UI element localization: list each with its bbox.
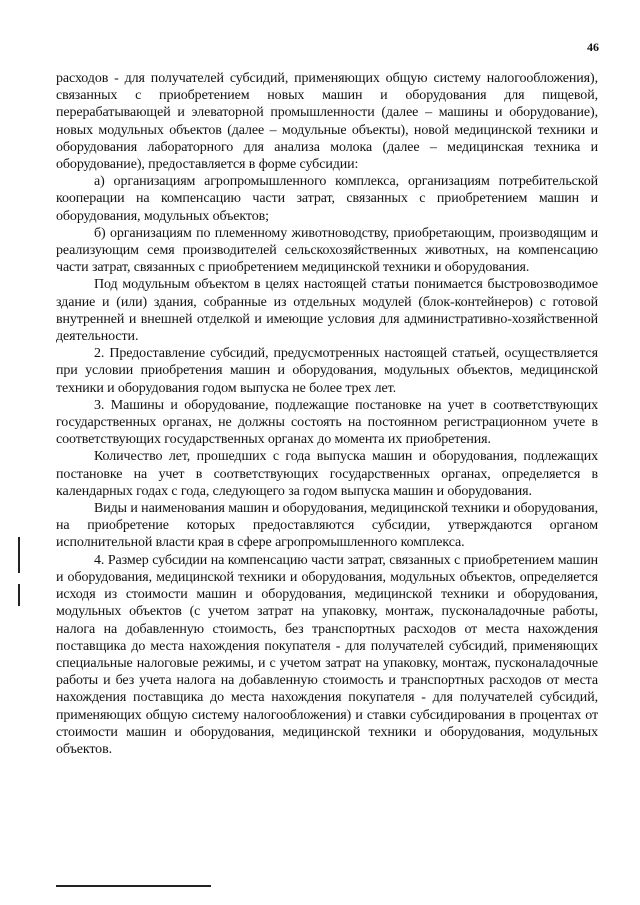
document-body [56, 70, 598, 758]
paragraph: 2. Предоставление субсидий, предусмотренных настоящей статьей, осуществляется при условии приобретения машин и оборудования, модульных объектов, медицинской техники и оборудования годом выпуска не более трех лет. [56, 346, 598, 396]
margin-change-bar [18, 584, 20, 606]
footnote-rule [56, 885, 211, 887]
page-number: 46 [587, 40, 599, 54]
paragraph: Количество лет, прошедших с года выпуска машин и оборудования, подлежащих постановке на учет в соответствующих государственных органах, определяется в календарных годах с года, следующего за годом выпуска машин и оборудования. [56, 449, 598, 499]
paragraph: б) организациям по племенному животноводству, приобретающим, производящим и реализующим семя производителей сельскохозяйственных животных, на компенсацию части затрат, связанных с приобретением медицинской техники и оборудования. [56, 225, 598, 276]
paragraph: 4. Размер субсидии на компенсацию части затрат, связанных с приобретением машин и оборудования, медицинской техники и оборудования, модульных объектов, определяется исходя из стоимости машин и оборудования, медицинской техники и оборудования, модульных объектов (с учетом затрат на упаковку, монтаж, пусконаладочные работы, налога на добавленную стоимость, без транспортных расходов от места нахождения поставщика до места нахождения покупателя - для получателей субсидий, применяющих специальные налоговые режимы, и с учетом затрат на упаковку, монтаж, пусконаладочные работы и без учета налога на добавленную стоимость и транспортных расходов от места нахождения поставщика до места нахождения покупателя - для получателей субсидий, применяющих общую систему налогообложения) и ставки субсидирования в процентах от стоимости машин и оборудования, медицинской техники и оборудования, модульных объектов. [56, 552, 598, 757]
paragraph: Под модульным объектом в целях настоящей статьи понимается быстровозводимое здание и (или) здания, собранные из отдельных модулей (блок-контейнеров) с готовой внутренней и внешней отделкой и имеющие условия для административно-хозяйственной деятельности. [56, 277, 598, 345]
margin-change-bar [18, 537, 20, 573]
paragraph: Виды и наименования машин и оборудования, медицинской техники и оборудования, на приобретение которых предоставляются субсидии, утверждаются органом исполнительной власти края в сфере агропромышленного комплекса. [56, 501, 598, 551]
paragraph: а) организациям агропромышленного комплекса, организациям потребительской кооперации на компенсацию части затрат, связанных с приобретением машин и оборудования, модульных объектов; [56, 174, 598, 224]
paragraph: 3. Машины и оборудование, подлежащие постановке на учет в соответствующих государственных органах, не должны состоять на постоянном регистрационном учете в соответствующих государственных органах до момента их приобретения. [56, 397, 598, 448]
paragraph: расходов - для получателей субсидий, применяющих общую систему налогообложения), связанных с приобретением новых машин и оборудования для пищевой, перерабатывающей и элеваторной промышленности (далее – машины и оборудование), новых модульных объектов (далее – модульные объекты), новой медицинской техники и оборудования лабораторного для анализа молока (далее – медицинская техника и оборудование), предоставляется в форме субсидии: [56, 71, 598, 173]
